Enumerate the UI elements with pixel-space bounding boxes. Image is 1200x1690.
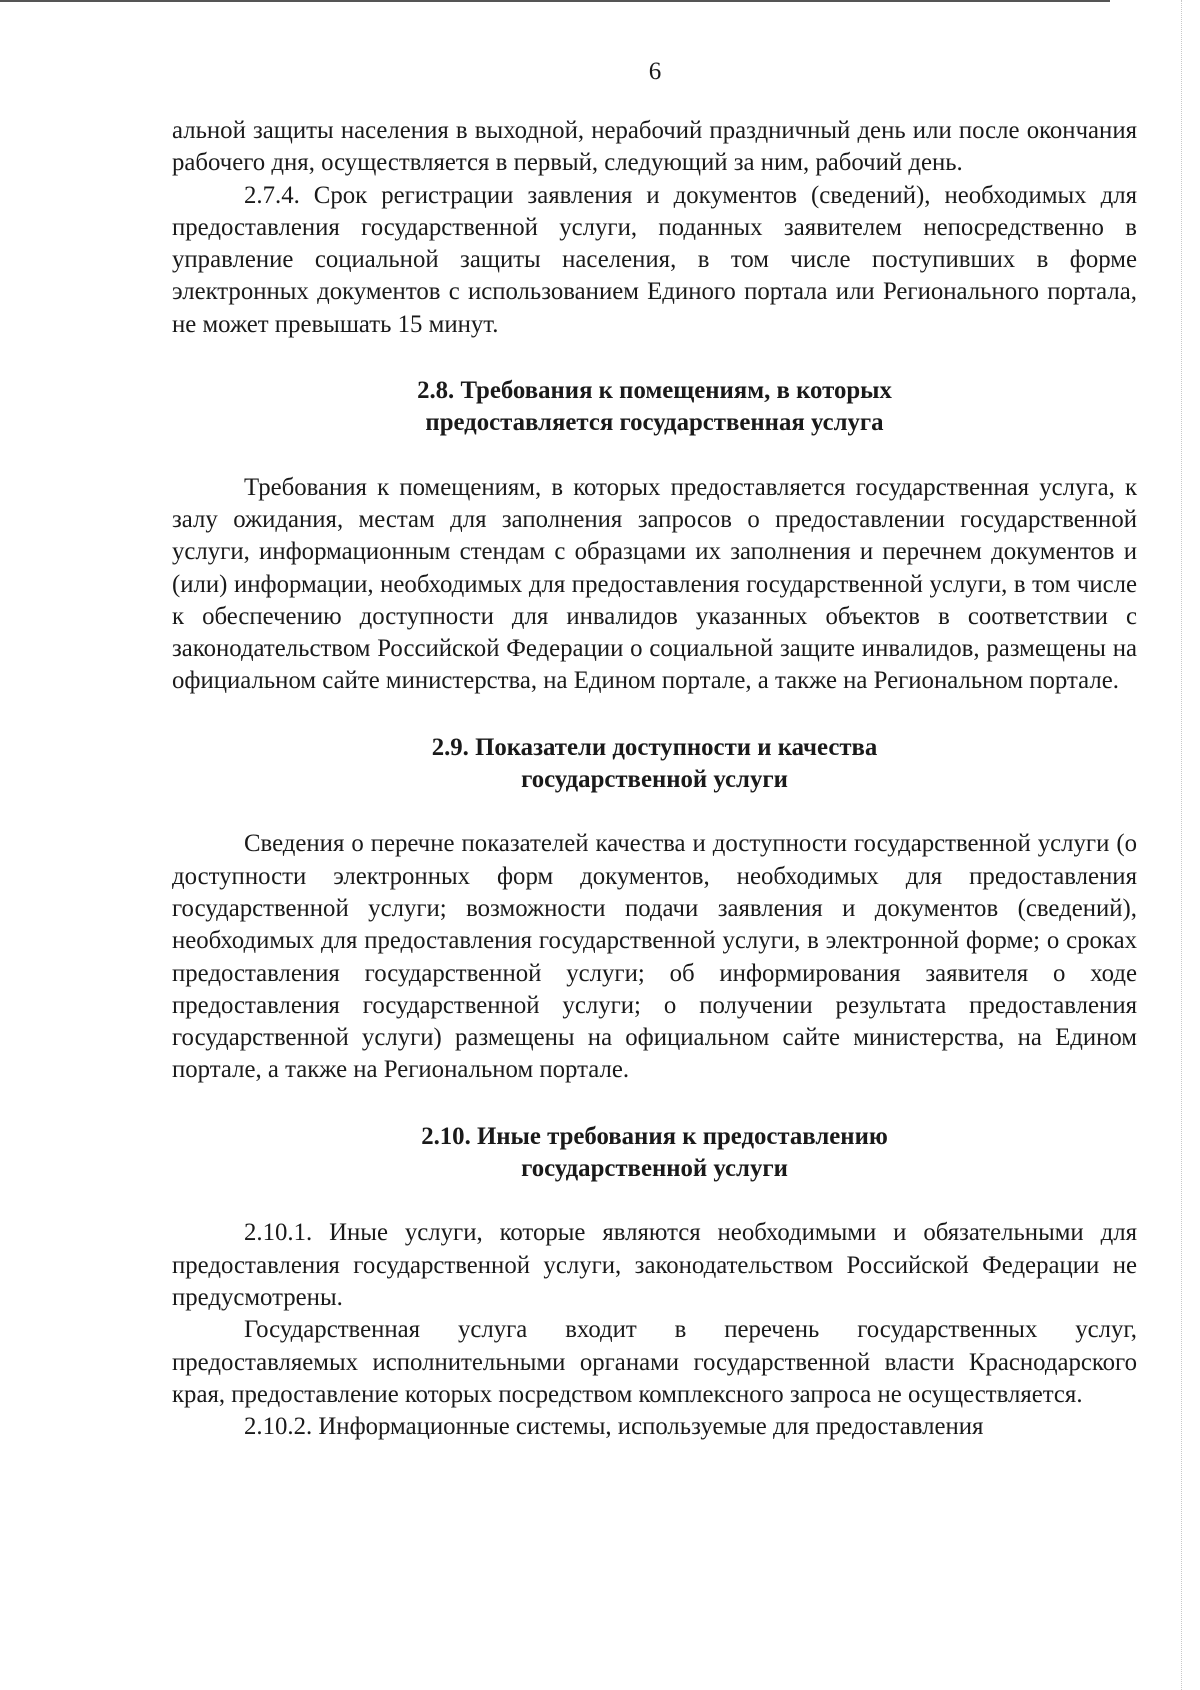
section-heading-2-10 bbox=[172, 1121, 1137, 1186]
paragraph-2-8-body: Требования к помещениям, в которых предоставляется государственная услуга, к залу ожидания, местам для заполнения запросов о предоставлении государственной услуги, информационным стендам с образцами их заполнения и перечнем документов и (или) информации, необходимых для предоставления государственной услуги, в том числе к обеспечению доступности для инвалидов указанных объектов в соответствии с законодательством Российской Федерации о социальной защите инвалидов, размещены на официальном сайте министерства, на Едином портале, а также на Региональном портале. bbox=[172, 473, 1137, 695]
heading-line: государственной услуги bbox=[521, 766, 788, 794]
heading-line: государственной услуги bbox=[521, 1155, 788, 1183]
document-body bbox=[172, 115, 1137, 1443]
section-heading-2-9 bbox=[172, 732, 1137, 797]
heading-line: 2.10. Иные требования к предоставлению bbox=[421, 1122, 888, 1150]
heading-line: предоставляется государственная услуга bbox=[425, 409, 884, 437]
top-border-line bbox=[0, 0, 1110, 2]
paragraph-2-7-4: 2.7.4. Срок регистрации заявления и документов (сведений), необходимых для предоставления государственной услуги, поданных заявителем непосредственно в управление социальной защиты населения, в том числе поступивших в форме электронных документов с использованием Единого портала или Регионального портала, не может превышать 15 минут. bbox=[172, 181, 1137, 338]
paragraph-continuation: альной защиты населения в выходной, нерабочий праздничный день или после окончания рабочего дня, осуществляется в первый, следующий за ним, рабочий день. bbox=[172, 117, 1137, 177]
page-number: 6 bbox=[648, 58, 662, 85]
section-heading-2-8 bbox=[172, 375, 1137, 440]
paragraph-complex-request: Государственная услуга входит в перечень государственных услуг, предоставляемых исполнительными органами государственной власти Краснодарского края, предоставление которых посредством комплексного запроса не осуществляется. bbox=[172, 1316, 1137, 1408]
paragraph-2-10-2: 2.10.2. Информационные системы, используемые для предоставления bbox=[244, 1413, 984, 1441]
right-edge-dotted-line bbox=[1181, 0, 1182, 1690]
paragraph-2-9-body: Сведения о перечне показателей качества и доступности государственной услуги (о доступности электронных форм документов, необходимых для предоставления государственной услуги; возможности подачи заявления и документов (сведений), необходимых для предоставления государственной услуги, в электронной форме; о сроках предоставления государственной услуги; об информирования заявителя о ходе предоставления государственной услуги; о получении результата предоставления государственной услуги) размещены на официальном сайте министерства, на Едином портале, а также на Региональном портале. bbox=[172, 830, 1137, 1084]
heading-line: 2.8. Требования к помещениям, в которых bbox=[417, 377, 892, 405]
paragraph-2-10-1: 2.10.1. Иные услуги, которые являются необходимыми и обязательными для предоставления государственной услуги, законодательством Российской Федерации не предусмотрены. bbox=[172, 1219, 1137, 1311]
heading-line: 2.9. Показатели доступности и качества bbox=[431, 733, 878, 761]
